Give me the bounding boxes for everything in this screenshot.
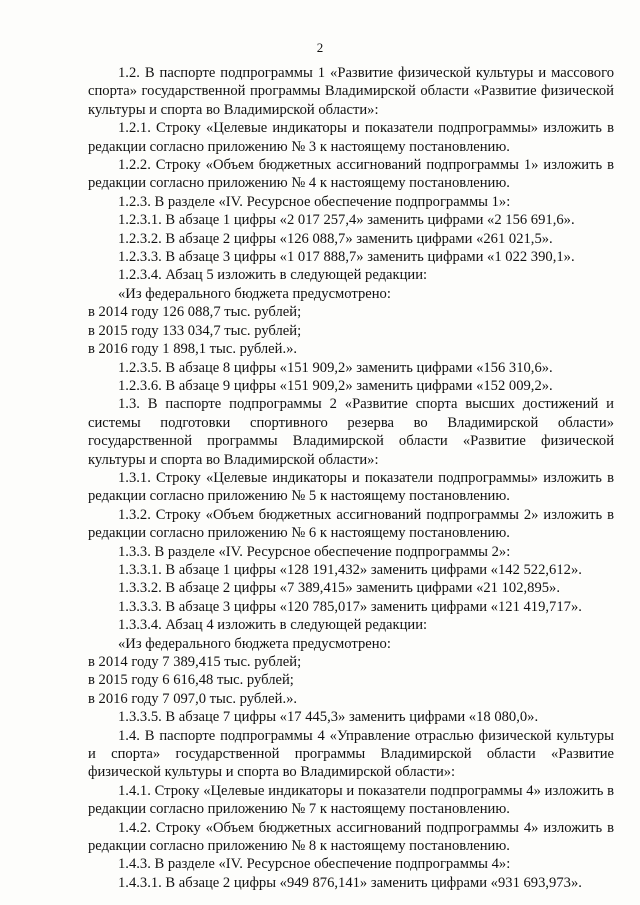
paragraph: в 2016 году 7 097,0 тыс. рублей.». <box>88 690 298 707</box>
paragraph: 1.2.1. Строку «Целевые индикаторы и показатели подпрограммы» изложить в редакции согласно приложению № 3 к настоящему постановлению. <box>88 120 614 155</box>
paragraph: «Из федерального бюджета предусмотрено: <box>118 285 391 302</box>
paragraph: 1.3.3.2. В абзаце 2 цифры «7 389,415» заменить цифрами «21 102,895». <box>118 580 560 597</box>
paragraph: 1.2.3.3. В абзаце 3 цифры «1 017 888,7» заменить цифрами «1 022 390,1». <box>118 249 575 266</box>
paragraph: в 2015 году 133 034,7 тыс. рублей; <box>88 322 302 339</box>
paragraph: 1.3.3.3. В абзаце 3 цифры «120 785,017» заменить цифрами «121 419,717». <box>118 598 582 615</box>
paragraph: 1.3.1. Строку «Целевые индикаторы и показатели подпрограммы» изложить в редакции согласно приложению № 5 к настоящему постановлению. <box>88 469 614 505</box>
paragraph: 1.2.3.1. В абзаце 1 цифры «2 017 257,4» заменить цифрами «2 156 691,6». <box>118 212 575 229</box>
paragraph: 1.4.3. В разделе «IV. Ресурсное обеспечение подпрограммы 4»: <box>118 856 511 873</box>
paragraph: 1.4.3.1. В абзаце 2 цифры «949 876,141» заменить цифрами «931 693,973». <box>118 874 582 891</box>
page-number: 2 <box>316 40 324 55</box>
document-body <box>88 64 614 892</box>
paragraph: 1.3. В паспорте подпрограммы 2 «Развитие спорта высших достижений и системы подготовки спортивного резерва во Владимирской области» государственной программы Владимирской области «Развитие физической культуры и спорта во Владимирской области»: <box>88 396 614 468</box>
paragraph: 1.3.3.1. В абзаце 1 цифры «128 191,432» заменить цифрами «142 522,612». <box>118 561 582 578</box>
paragraph: 1.2. В паспорте подпрограммы 1 «Развитие физической культуры и массового спорта» государственной программы Владимирской области «Развитие физической культуры и спорта во Владимирской области»: <box>88 65 614 118</box>
paragraph: 1.2.3.5. В абзаце 8 цифры «151 909,2» заменить цифрами «156 310,6». <box>118 359 553 376</box>
paragraph: 1.3.3. В разделе «IV. Ресурсное обеспечение подпрограммы 2»: <box>118 543 511 560</box>
paragraph: 1.2.3.4. Абзац 5 изложить в следующей редакции: <box>118 267 428 284</box>
paragraph: в 2015 году 6 616,48 тыс. рублей; <box>88 672 294 689</box>
paragraph: 1.3.2. Строку «Объем бюджетных ассигнований подпрограммы 2» изложить в редакции согласно приложению № 6 к настоящему постановлению. <box>88 506 614 542</box>
paragraph: в 2014 году 7 389,415 тыс. рублей; <box>88 654 302 670</box>
paragraph: 1.2.3.6. В абзаце 9 цифры «151 909,2» заменить цифрами «152 009,2». <box>118 377 553 394</box>
paragraph: 1.4. В паспорте подпрограммы 4 «Управление отраслью физической культуры и спорта» государственной программы Владимирской области «Развитие физической культуры и спорта во Владимирской области»: <box>88 727 614 781</box>
paragraph: в 2014 году 126 088,7 тыс. рублей; <box>88 304 302 321</box>
paragraph: 1.4.2. Строку «Объем бюджетных ассигнований подпрограммы 4» изложить в редакции согласно приложению № 8 к настоящему постановлению. <box>88 819 614 855</box>
paragraph: 1.3.3.4. Абзац 4 изложить в следующей редакции: <box>118 617 428 634</box>
paragraph: 1.2.3. В разделе «IV. Ресурсное обеспечение подпрограммы 1»: <box>118 193 511 210</box>
paragraph: 1.2.2. Строку «Объем бюджетных ассигнований подпрограммы 1» изложить в редакции согласно приложению № 4 к настоящему постановлению. <box>88 157 614 192</box>
paragraph: «Из федерального бюджета предусмотрено: <box>118 635 391 652</box>
paragraph: в 2016 году 1 898,1 тыс. рублей.». <box>88 341 298 358</box>
paragraph: 1.2.3.2. В абзаце 2 цифры «126 088,7» заменить цифрами «261 021,5». <box>118 230 553 247</box>
paragraph: 1.3.3.5. В абзаце 7 цифры «17 445,3» заменить цифрами «18 080,0». <box>118 709 539 726</box>
paragraph: 1.4.1. Строку «Целевые индикаторы и показатели подпрограммы 4» изложить в редакции согласно приложению № 7 к настоящему постановлению. <box>88 782 614 818</box>
